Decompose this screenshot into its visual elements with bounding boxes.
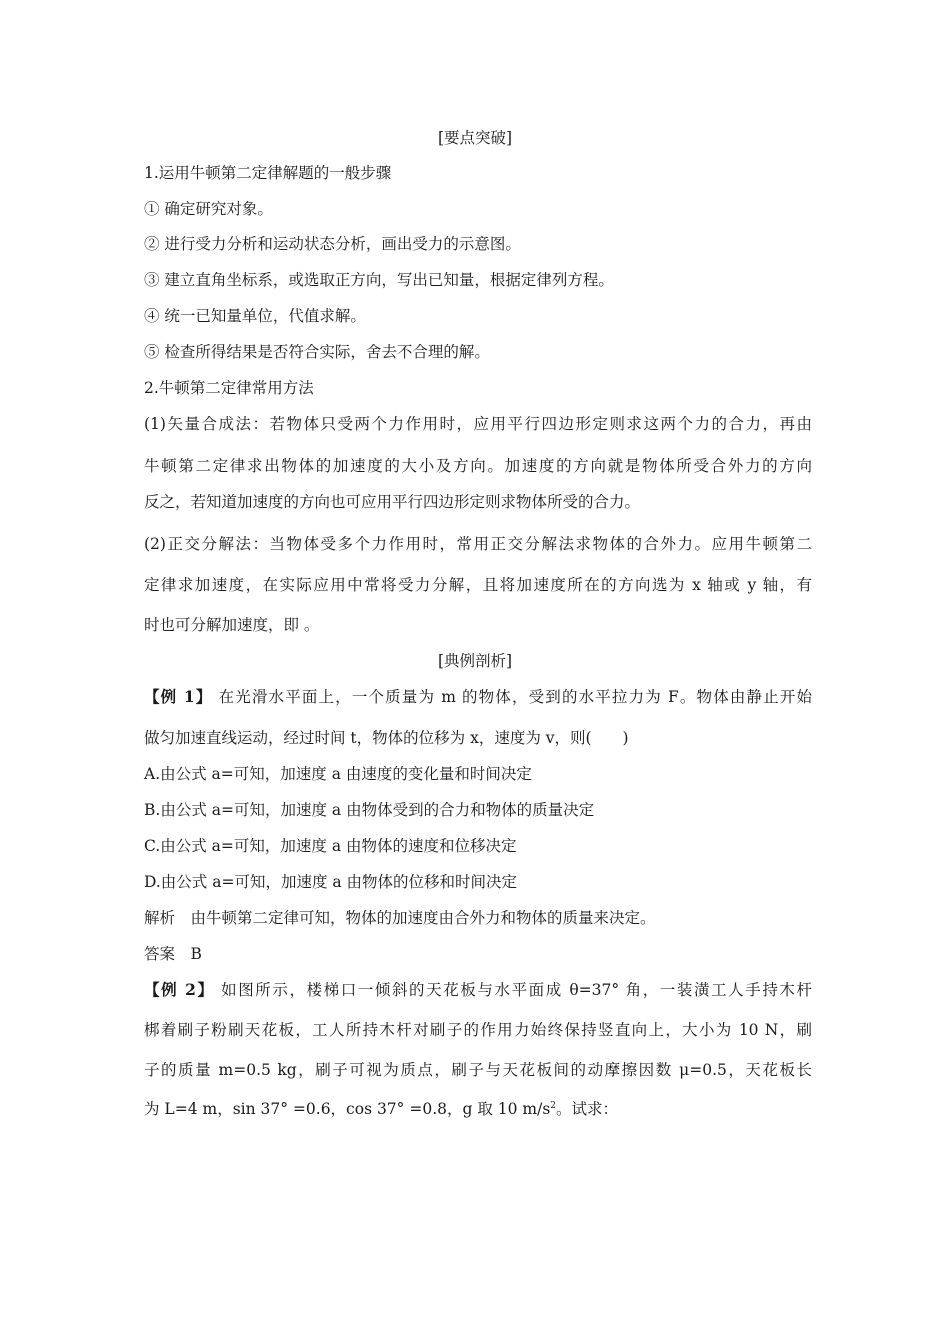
method2-line: (2)正交分解法：当物体受多个力作用时，常用正交分解法求物体的合外力。应用牛顿第二 <box>144 535 812 553</box>
method1-line: (1)矢量合成法：若物体只受两个力作用时，应用平行四边形定则求这两个力的合力，再由 <box>144 415 812 433</box>
example2-line: 梆着刷子粉刷天花板，工人所持木杆对刷子的作用力始终保持竖直向上，大小为 10 N，刷 <box>144 1021 812 1039</box>
methods-title: 2.牛顿第二定律常用方法 <box>144 379 314 397</box>
example2-line: 为 L=4 m，sin 37° =0.6，cos 37° =0.8，g 取 10 $m/s^2$。试求： <box>144 1100 619 1118</box>
step-item: ① 确定研究对象。 <box>144 200 273 218</box>
example2-line: 子的质量 m=0.5 kg，刷子可视为质点，刷子与天花板间的动摩擦因数 μ=0.5，天花板长 <box>144 1061 812 1079</box>
steps-title: 1.运用牛顿第二定律解题的一般步骤 <box>144 164 392 182</box>
option-b: B.由公式 a=可知，加速度 a 由物体受到的合力和物体的质量决定 <box>144 801 595 819</box>
section-heading-examples: [典例剖析] <box>437 652 513 670</box>
method2-line: 定律求加速度，在实际应用中常将受力分解，且将加速度所在的方向选为 x 轴或 y 轴，有 <box>144 576 812 594</box>
option-a: A.由公式 a=可知，加速度 a 由速度的变化量和时间决定 <box>144 765 532 783</box>
example1-label: 【例 1】 <box>144 687 213 706</box>
method1-line: 牛顿第二定律求出物体的加速度的大小及方向。加速度的方向就是物体所受合外力的方向 <box>144 457 812 475</box>
option-c: C.由公式 a=可知，加速度 a 由物体的速度和位移决定 <box>144 837 517 855</box>
example2-line: 【例 2】 如图所示，楼梯口一倾斜的天花板与水平面成 θ=37° 角，一装潢工人手持木杆 <box>144 980 812 999</box>
example2-label: 【例 2】 <box>144 980 215 999</box>
step-item: ④ 统一已知量单位，代值求解。 <box>144 307 366 325</box>
step-item: ② 进行受力分析和运动状态分析，画出受力的示意图。 <box>144 235 521 253</box>
section-heading-key-points: [要点突破] <box>437 129 513 147</box>
example1-line: 【例 1】 在光滑水平面上，一个质量为 m 的物体，受到的水平拉力为 F。物体由静止开始 <box>144 687 812 706</box>
step-item: ⑤ 检查所得结果是否符合实际，舍去不合理的解。 <box>144 343 490 361</box>
method1-line: 反之，若知道加速度的方向也可应用平行四边形定则求物体所受的合力。 <box>144 493 641 511</box>
example1-answer: 答案 B <box>144 945 202 963</box>
example1-analysis: 解析 由牛顿第二定律可知，物体的加速度由合外力和物体的质量来决定。 <box>144 909 656 927</box>
step-item: ③ 建立直角坐标系，或选取正方向，写出已知量，根据定律列方程。 <box>144 271 614 289</box>
example1-line: 做匀加速直线运动，经过时间 t，物体的位移为 x，速度为 v，则( ) <box>144 729 629 747</box>
option-d: D.由公式 a=可知，加速度 a 由物体的位移和时间决定 <box>144 873 518 891</box>
method2-line: 时也可分解加速度，即 。 <box>144 616 320 634</box>
